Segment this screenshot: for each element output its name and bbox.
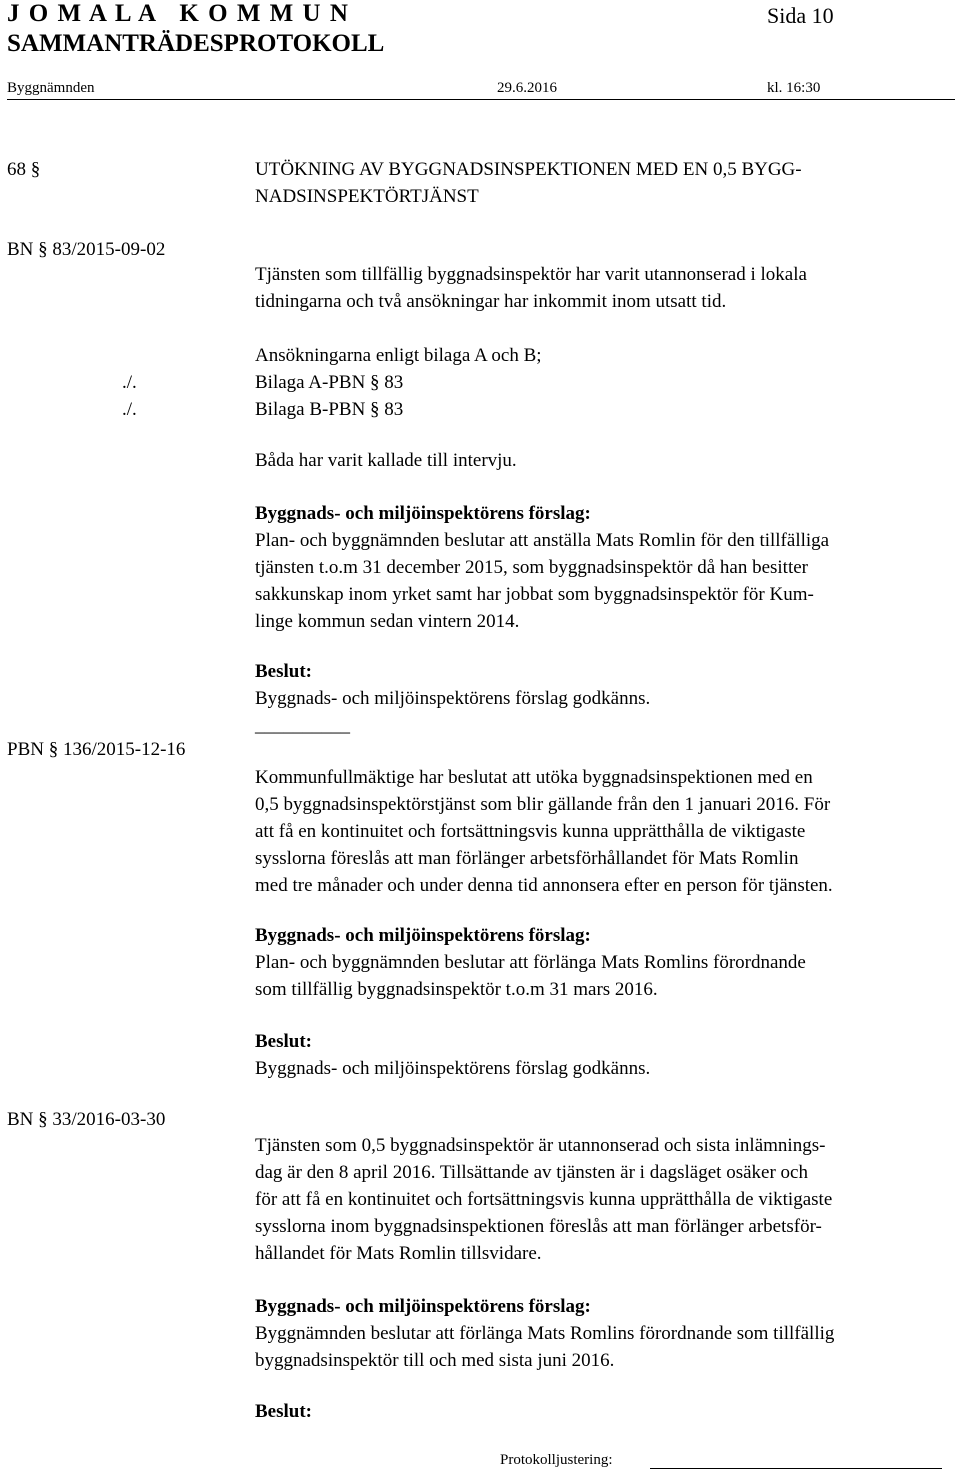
- decision-text: Byggnads- och miljöinspektörens förslag godkänns.: [255, 1058, 651, 1079]
- paragraph-line: dag är den 8 april 2016. Tillsättande av tjänsten är i dagsläget osäker och: [255, 1162, 808, 1183]
- section2-proposal: [255, 949, 955, 1003]
- paragraph-line: Plan- och byggnämnden beslutar att förlänga Mats Romlins förordnande: [255, 952, 806, 973]
- document-type: SAMMANTRÄDESPROTOKOLL: [7, 30, 385, 57]
- item-title-line: NADSINSPEKTÖRTJÄNST: [255, 186, 479, 207]
- paragraph-line: Tjänsten som 0,5 byggnadsinspektör är utannonserad och sista inlämnings-: [255, 1135, 826, 1156]
- meeting-date: 29.6.2016: [497, 80, 557, 96]
- item-title: [255, 156, 955, 210]
- section1-proposal: [255, 527, 955, 635]
- signature-line: [650, 1468, 942, 1469]
- proposal-heading: Byggnads- och miljöinspektörens förslag:: [255, 925, 591, 946]
- protocol-adjustment-label: Protokolljustering:: [500, 1452, 613, 1468]
- paragraph-line: att få en kontinuitet och fortsättningsvis kunna upprätthålla de viktigaste: [255, 821, 806, 842]
- section2-text: [255, 764, 955, 899]
- paragraph-line: byggnadsinspektör till och med sista juni 2016.: [255, 1350, 615, 1371]
- paragraph-line: Kommunfullmäktige har beslutat att utöka byggnadsinspektionen med en: [255, 767, 813, 788]
- reference-bn-2015: BN § 83/2015-09-02: [7, 239, 166, 260]
- paragraph-line: för att få en kontinuitet och fortsättningsvis kunna upprätthålla de viktigaste: [255, 1189, 833, 1210]
- paragraph-line: tjänsten t.o.m 31 december 2015, som byggnadsinspektör då han besitter: [255, 557, 808, 578]
- attachment-b: Bilaga B-PBN § 83: [255, 399, 404, 420]
- item-number: 68 §: [7, 159, 41, 180]
- proposal-heading: Byggnads- och miljöinspektörens förslag:: [255, 503, 591, 524]
- committee-name: Byggnämnden: [7, 80, 95, 96]
- decision-heading: Beslut:: [255, 661, 312, 682]
- interview-line: Båda har varit kallade till intervju.: [255, 450, 517, 471]
- paragraph-line: 0,5 byggnadsinspektörstjänst som blir gällande från den 1 januari 2016. För: [255, 794, 831, 815]
- item-title-line: UTÖKNING AV BYGGNADSINSPEKTIONEN MED EN 0,5 BYGG-: [255, 159, 802, 180]
- paragraph-line: sysslorna föreslås att man förlänger arbetsförhållandet för Mats Romlin: [255, 848, 799, 869]
- paragraph-line: sysslorna inom byggnadsinspektionen föreslås att man förlänger arbetsför-: [255, 1216, 822, 1237]
- page-number: Sida 10: [767, 3, 834, 28]
- separator-line: __________: [255, 715, 350, 736]
- reference-bn-2016: BN § 33/2016-03-30: [7, 1109, 166, 1130]
- paragraph-line: Byggnämnden beslutar att förlänga Mats Romlins förordnande som tillfällig: [255, 1323, 835, 1344]
- section1-intro: [255, 261, 955, 315]
- attachment-a: Bilaga A-PBN § 83: [255, 372, 404, 393]
- paragraph-line: Plan- och byggnämnden beslutar att anställa Mats Romlin för den tillfälliga: [255, 530, 830, 551]
- paragraph-line: med tre månader och under denna tid annonsera efter en person för tjänsten.: [255, 875, 833, 896]
- meeting-time: kl. 16:30: [767, 80, 821, 96]
- municipality-name: J O M A L A K O M M U N: [7, 0, 350, 27]
- attachment-marker: ./.: [122, 399, 137, 420]
- applications-line: Ansökningarna enligt bilaga A och B;: [255, 345, 542, 366]
- paragraph-line: hållandet för Mats Romlin tillsvidare.: [255, 1243, 542, 1264]
- reference-pbn-2015: PBN § 136/2015-12-16: [7, 739, 186, 760]
- attachment-marker: ./.: [122, 372, 137, 393]
- paragraph-line: tidningarna och två ansökningar har inkommit inom utsatt tid.: [255, 291, 727, 312]
- section3-text: [255, 1132, 955, 1267]
- decision-heading: Beslut:: [255, 1031, 312, 1052]
- paragraph-line: som tillfällig byggnadsinspektör t.o.m 31 mars 2016.: [255, 979, 658, 1000]
- header-rule: [7, 99, 955, 100]
- paragraph-line: Tjänsten som tillfällig byggnadsinspektör har varit utannonserad i lokala: [255, 264, 807, 285]
- paragraph-line: linge kommun sedan vintern 2014.: [255, 611, 520, 632]
- section3-proposal: [255, 1320, 955, 1374]
- paragraph-line: sakkunskap inom yrket samt har jobbat som byggnadsinspektör för Kum-: [255, 584, 814, 605]
- proposal-heading: Byggnads- och miljöinspektörens förslag:: [255, 1296, 591, 1317]
- decision-text: Byggnads- och miljöinspektörens förslag godkänns.: [255, 688, 651, 709]
- decision-heading: Beslut:: [255, 1401, 312, 1422]
